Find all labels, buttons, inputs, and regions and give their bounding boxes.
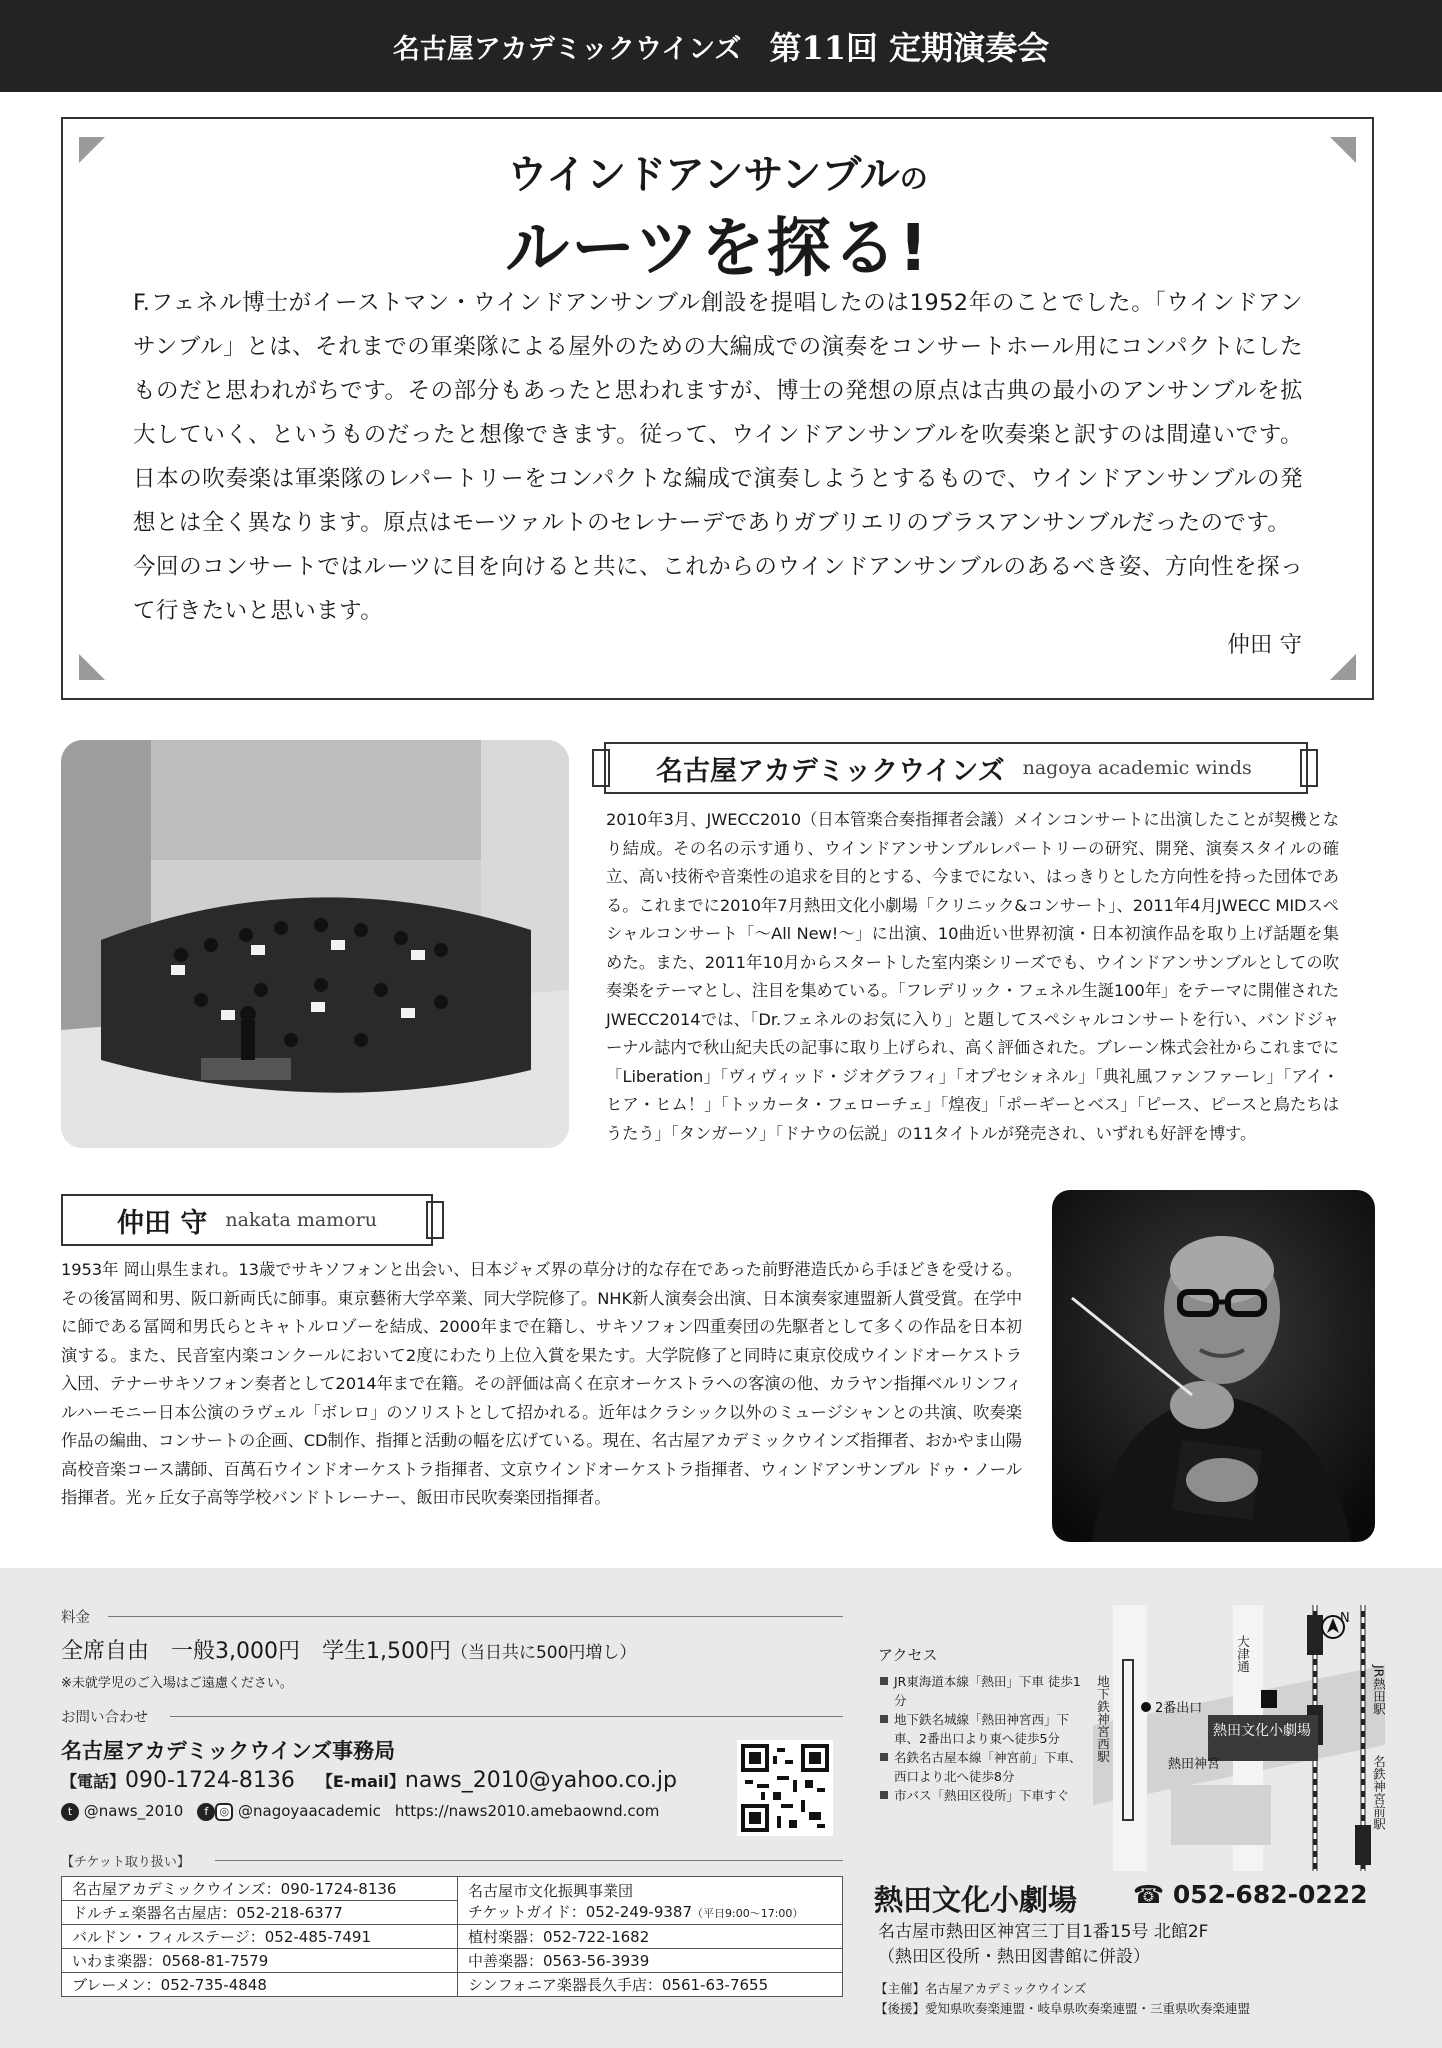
group-name-en: nagoya academic winds <box>1022 757 1252 779</box>
map-road: 大津通 <box>1235 1635 1251 1673</box>
conductor-profile-text: 1953年 岡山県生まれ。13歳でサキソフォンと出会い、日本ジャズ界の草分け的な存在であった前野港造氏から手ほどきを受ける。その後冨岡和男、阪口新両氏に師事。東京藝術大学卒業、同大学院修了。NHK新人演奏会出演、日本演奏家連盟新人賞受賞。在学中に師である冨岡和男氏らとキャトルロゾーを結成、2000年まで在籍し、サキソフォン四重奏団の先駆者として多くの作品を日本初演する。また、民音室内楽コンクールにおいて2度にわたり上位入賞を果たす。大学院修了と同時に東京佼成ウインドオーケストラ入団、テナーサキソフォン奏者として2014年まで在籍。その評価は高く在京オーケストラへの客演の他、カラヤン指揮ベルリンフィルハーモニー日本公演のラヴェル「ボレロ」のソリストとして招かれる。近年はクラシック以外のミュージシャンとの共演、吹奏楽作品の編曲、コンサートの企画、CD制作、指揮と活動の幅を広げている。現在、名古屋アカデミックウインズ指揮者、おかやま山陽高校音楽コース講師、百萬石ウインドオーケストラ指揮者、文京ウインドオーケストラ指揮者、ウィンドアンサンブル ドゥ・ノール指揮者。光ヶ丘女子高等学校バンドトレーナー、飯田市民吹奏楽団指揮者。 <box>61 1260 1022 1507</box>
phone-icon: ☎ <box>1133 1880 1165 1909</box>
ticket-outlet: ドルチェ楽器名古屋店：052-218-6377 <box>62 1901 458 1925</box>
list-item: 市バス「熱田区役所」下車すぐ <box>880 1786 1090 1805</box>
group-profile <box>606 806 1339 1148</box>
group-heading <box>604 742 1308 794</box>
map-north: N <box>1340 1611 1350 1626</box>
phone-number[interactable]: 090-1724-8136 <box>125 1768 295 1793</box>
group-profile-text: 2010年3月、JWECC2010（日本管楽合奏指揮者会議）メインコンサートに出演したことが契機となり結成。その名の示す通り、ウインドアンサンブルレパートリーの研究、開発、演奏スタイルの確立、高い技術や音楽性の追求を目的とする、今までにない、はっきりとした方向性を持った団体である。これまでに2010年7月熱田文化小劇場「クリニック&コンサート」、2011年4月JWECC MIDスペシャルコンサート「〜All New!〜」に出演、10曲近い世界初演・日本初演作品を取り上げ話題を集めた。また、2011年10月からスタートした室内楽シリーズでも、ウインドアンサンブルとしての吹奏楽をテーマとし、注目を集めている。「フレデリック・フェネル生誕100年」をテーマに開催されたJWECC2014では、「Dr.フェネルのお気に入り」と題してスペシャルコンサートを行い、バンドジャーナル誌内で秋山紀夫氏の記事に取り上げられ、高く評価された。ブレーン株式会社からこれまでに「Liberation」「ヴィヴィッド・ジオグラフィ」「オプセシォネル」「典礼風ファンファーレ」「アイ・ヒア・ヒム！」「トッカータ・フェローチェ」「煌夜」「ポーギーとベス」「ピース、ピースと鳥たちはうたう」「タンガーソ」「ドナウの伝説」の11タイトルが発売され、いずれも好評を博す。 <box>606 810 1339 1143</box>
price-label: 料金 <box>61 1610 90 1626</box>
top-banner <box>0 0 1442 92</box>
divider <box>108 1616 843 1617</box>
ticket-outlet: いわま楽器：0568-81-7579 <box>62 1949 458 1973</box>
twitter-icon: t <box>61 1803 79 1821</box>
ticket-outlet-civic: 名古屋市文化振興事業団 チケットガイド：052-249-9387（平日9:00〜17:00） <box>458 1877 843 1925</box>
ticket-outlet: シンフォニア楽器長久手店：0561-63-7655 <box>458 1973 843 1997</box>
intro-box <box>61 117 1374 700</box>
list-item: JR東海道本線「熱田」下車 徒歩1分 <box>880 1672 1090 1710</box>
instagram-icon: ◎ <box>215 1803 233 1821</box>
venue-phone: ☎ 052-682-0222 <box>1133 1880 1368 1909</box>
organizer-info: 【主催】名古屋アカデミックウインズ 【後援】愛知県吹奏楽連盟・岐阜県吹奏楽連盟・三重県吹奏楽連盟 <box>875 1981 1251 2016</box>
email-address[interactable]: naws_2010@yahoo.co.jp <box>404 1768 677 1793</box>
contact-label: お問い合わせ <box>61 1710 148 1726</box>
divider <box>215 1860 843 1861</box>
intro-paragraph: F.フェネル博士がイーストマン・ウインドアンサンブル創設を提唱したのは1952年のことでした。「ウインドアンサンブル」とは、それまでの軍楽隊による屋外のための大編成での演奏をコンサートホール用にコンパクトにしたものだと思われがちです。その部分もあったと思われますが、博士の発想の原点は古典の最小のアンサンブルを拡大していく、というものだったと想像できます。従って、ウインドアンサンブルを吹奏楽と訳すのは間違いです。日本の吹奏楽は軍楽隊のレパートリーをコンパクトな編成で演奏しようとするもので、ウインドアンサンブルの発想とは全く異なります。原点はモーツァルトのセレナーデでありガブリエリのブラスアンサンブルだったのです。 <box>133 290 1303 536</box>
divider <box>170 1716 843 1717</box>
access-list <box>880 1672 1090 1805</box>
map-subway: 地下鉄神宮西駅 <box>1095 1675 1111 1763</box>
list-item: 名鉄名古屋本線「神宮前」下車、西口より北へ徒歩8分 <box>880 1748 1090 1786</box>
table-row <box>62 1925 843 1949</box>
table-row <box>62 1877 843 1901</box>
map-jr: JR熱田駅 <box>1371 1665 1385 1715</box>
ticket-outlet: 名古屋アカデミックウインズ：090-1724-8136 <box>62 1877 458 1901</box>
contact-line: 【電話】090-1724-8136 【E-mail】naws_2010@yahoo.co.jp <box>61 1768 677 1793</box>
corner-decoration <box>1330 654 1356 680</box>
conductor-profile <box>61 1256 1022 1513</box>
tab-decoration <box>1300 749 1318 787</box>
ticket-outlet: ブレーメン：052-735-4848 <box>62 1973 458 1997</box>
tickets-label: 【チケット取り扱い】 <box>61 1855 190 1870</box>
banner-org: 名古屋アカデミックウインズ <box>392 33 742 65</box>
website-link[interactable]: https://naws2010.amebaownd.com <box>394 1802 660 1821</box>
price-text: 全席自由 一般3,000円 学生1,500円（当日共に500円増し） <box>61 1639 637 1664</box>
office-name: 名古屋アカデミックウインズ事務局 <box>61 1739 396 1763</box>
table-row <box>62 1973 843 1997</box>
price-note: ※未就学児のご入場はご遠慮ください。 <box>61 1676 293 1691</box>
intro-text <box>133 281 1303 633</box>
tab-decoration <box>592 749 610 787</box>
intro-author: 仲田 守 <box>1227 632 1302 658</box>
map-shrine: 熱田神宮 <box>1168 1757 1221 1772</box>
orchestra-photo <box>61 740 569 1148</box>
access-map <box>1093 1605 1385 1871</box>
facebook-icon: f <box>197 1803 215 1821</box>
intro-title-line2: ルーツを探る! <box>505 212 930 286</box>
conductor-heading <box>61 1194 433 1246</box>
ticket-outlet: 中善楽器：0563-56-3939 <box>458 1949 843 1973</box>
twitter-link[interactable]: t @naws_2010 <box>61 1802 183 1821</box>
ticket-outlet: 植村楽器：052-722-1682 <box>458 1925 843 1949</box>
venue-address: 名古屋市熱田区神宮三丁目1番15号 北館2F （熱田区役所・熱田図書館に併設） <box>878 1922 1209 1967</box>
social-links <box>61 1802 659 1821</box>
venue-name: 熱田文化小劇場 <box>874 1883 1078 1917</box>
group-name-jp: 名古屋アカデミックウインズ <box>656 755 1005 787</box>
conductor-photo <box>1052 1190 1375 1542</box>
table-row <box>62 1949 843 1973</box>
banner-concert: 第11回 定期演奏会 <box>769 29 1050 67</box>
facebook-link[interactable]: f ◎ @nagoyaacademic <box>197 1802 381 1821</box>
tab-decoration <box>426 1201 444 1239</box>
map-exit: 2番出口 <box>1155 1701 1203 1716</box>
map-meitetsu: 名鉄神宮前駅 <box>1371 1755 1385 1830</box>
qr-code[interactable] <box>737 1740 833 1836</box>
ticket-outlets-table <box>61 1876 843 1997</box>
list-item: 地下鉄名城線「熱田神宮西」下車、2番出口より東へ徒歩5分 <box>880 1710 1090 1748</box>
intro-paragraph: 今回のコンサートではルーツに目を向けると共に、これからのウインドアンサンブルのあるべき姿、方向性を探って行きたいと思います。 <box>133 554 1303 624</box>
conductor-name-jp: 仲田 守 <box>117 1207 208 1239</box>
conductor-name-en: nakata mamoru <box>225 1209 377 1231</box>
intro-title-line1: ウインドアンサンブルの <box>507 152 928 198</box>
ticket-outlet: バルドン・フィルステージ：052-485-7491 <box>62 1925 458 1949</box>
map-venue: 熱田文化小劇場 <box>1213 1723 1311 1739</box>
access-title: アクセス <box>878 1646 938 1664</box>
corner-decoration <box>79 654 105 680</box>
